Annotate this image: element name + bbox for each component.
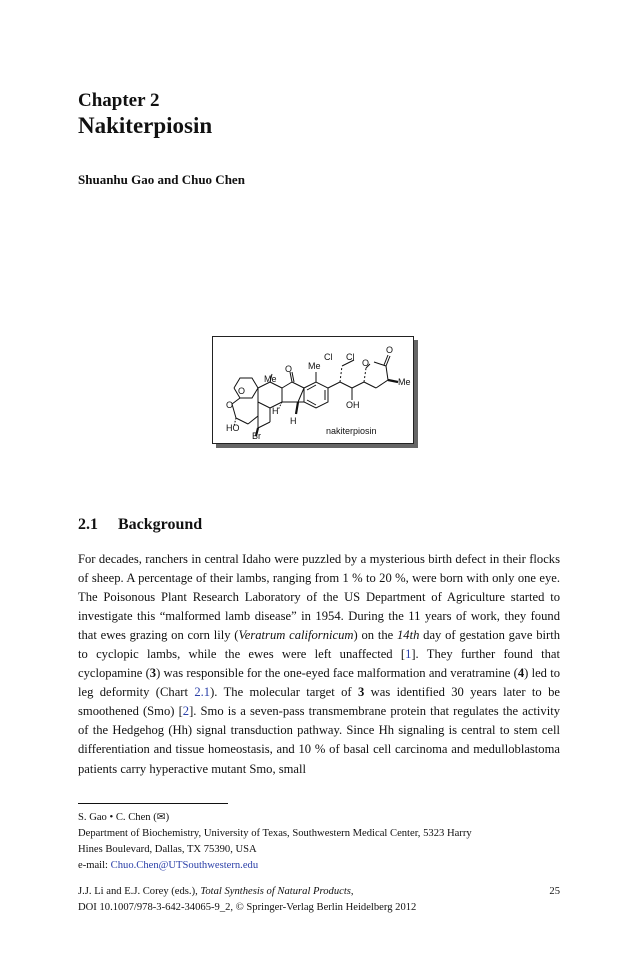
compound-number: 3: [357, 685, 365, 700]
atom-label-cl-1: Cl: [324, 352, 333, 362]
species-name: Veratrum californicum: [238, 628, 354, 643]
atom-label-ho: HO: [226, 423, 240, 433]
text-run: ) was responsible for the one-eyed face malformation and veratramine (: [156, 666, 518, 681]
email-link[interactable]: Chuo.Chen@UTSouthwestern.edu: [110, 860, 259, 871]
text-run: was identified 30 years later to be smoothened (Smo) [: [78, 685, 560, 719]
text-run: For decades, ranchers in central Idaho were puzzled by a mysterious birth defect in their flocks of sheep. A percentage of their lambs, ranging from 1 % to 20 %, were born with only one eye. The Poisonous Plant Research Laboratory of the US Department of Agriculture started to investigate this “malformed lamb disease” in 1954. During the 11 years of work, they found that ewes grazing on corn lily (: [78, 552, 560, 643]
atom-label-ring-o-2: O: [226, 400, 234, 410]
authors: Shuanhu Gao and Chuo Chen: [78, 172, 245, 187]
text-run: ) led to leg deformity (Chart: [78, 666, 560, 700]
footnote-affiliation-1: Department of Biochemistry, University of Texas, Southwestern Medical Center, 5323 Harry: [78, 828, 472, 839]
atom-label-me-aryl: Me: [308, 361, 321, 371]
text-run: ]. Smo is a seven-pass transmembrane protein that regulates the activity of the Hedgehog (Hh) signal transduction pathway. Since Hh signaling is central to stem cell differentiation and tissue homeostasis, and 10 % of basal cell carcinoma and medulloblastoma patients carry hyperactive mutant Smo, small: [78, 704, 561, 776]
footnote-affiliation-2: Hines Boulevard, Dallas, TX 75390, USA: [78, 844, 257, 855]
chemical-structure-figure: [212, 336, 418, 448]
footnote-rule: [78, 803, 228, 804]
atom-label-me-ring: Me: [264, 374, 277, 384]
italic-day: 14th: [397, 628, 420, 643]
text-run: ) on the: [353, 628, 397, 643]
atom-label-lactone-o: O: [362, 358, 370, 368]
section-number: 2.1: [78, 516, 98, 533]
text-run: ). The molecular target of: [210, 685, 358, 700]
reference-link-2[interactable]: 2: [182, 704, 190, 719]
author-footnote: [78, 810, 560, 874]
doi-line: DOI 10.1007/978-3-642-34065-9_2, © Springer-Verlag Berlin Heidelberg 2012: [78, 902, 417, 913]
atom-label-me-lactone: Me: [398, 377, 411, 387]
text-run: day of gestation gave birth to cyclopic lambs, while the ewes were left unaffected [: [78, 628, 560, 662]
atom-label-ketone-o: O: [285, 364, 293, 374]
reference-link-1[interactable]: 1: [405, 647, 412, 662]
atom-label-carbonyl-o: O: [386, 345, 394, 355]
page-number: 25: [549, 886, 560, 897]
chapter-title: Nakiterpiosin: [78, 113, 213, 138]
compound-name: nakiterpiosin: [326, 426, 377, 436]
citation-block: [78, 884, 560, 916]
atom-label-cl-2: Cl: [346, 352, 355, 362]
atom-label-oh: OH: [346, 400, 360, 410]
section-title: Background: [118, 516, 203, 533]
citation-punct: ,: [350, 886, 354, 897]
chart-link[interactable]: 2.1: [194, 685, 211, 700]
atom-label-ring-o-1: O: [238, 386, 246, 396]
compound-number: 4: [517, 666, 525, 681]
text-run: ]. They further found that cyclopamine (: [78, 647, 560, 681]
book-title: Total Synthesis of Natural Products: [200, 886, 351, 897]
atom-label-h-1: H: [272, 406, 279, 416]
email-label: e-mail:: [78, 860, 111, 871]
nakiterpiosin-structure: [212, 336, 418, 448]
atom-label-br: Br: [252, 431, 261, 441]
body-paragraph: [78, 550, 560, 779]
footnote-email-line: [78, 858, 560, 874]
citation-line: [78, 884, 560, 900]
chapter-label: Chapter 2: [78, 90, 160, 111]
compound-number: 3: [149, 666, 157, 681]
footnote-authors: S. Gao • C. Chen (✉): [78, 812, 170, 823]
body-text: [78, 550, 560, 779]
citation-editors: J.J. Li and E.J. Corey (eds.),: [78, 886, 201, 897]
atom-label-h-2: H: [290, 416, 297, 426]
section-heading: [78, 516, 202, 534]
